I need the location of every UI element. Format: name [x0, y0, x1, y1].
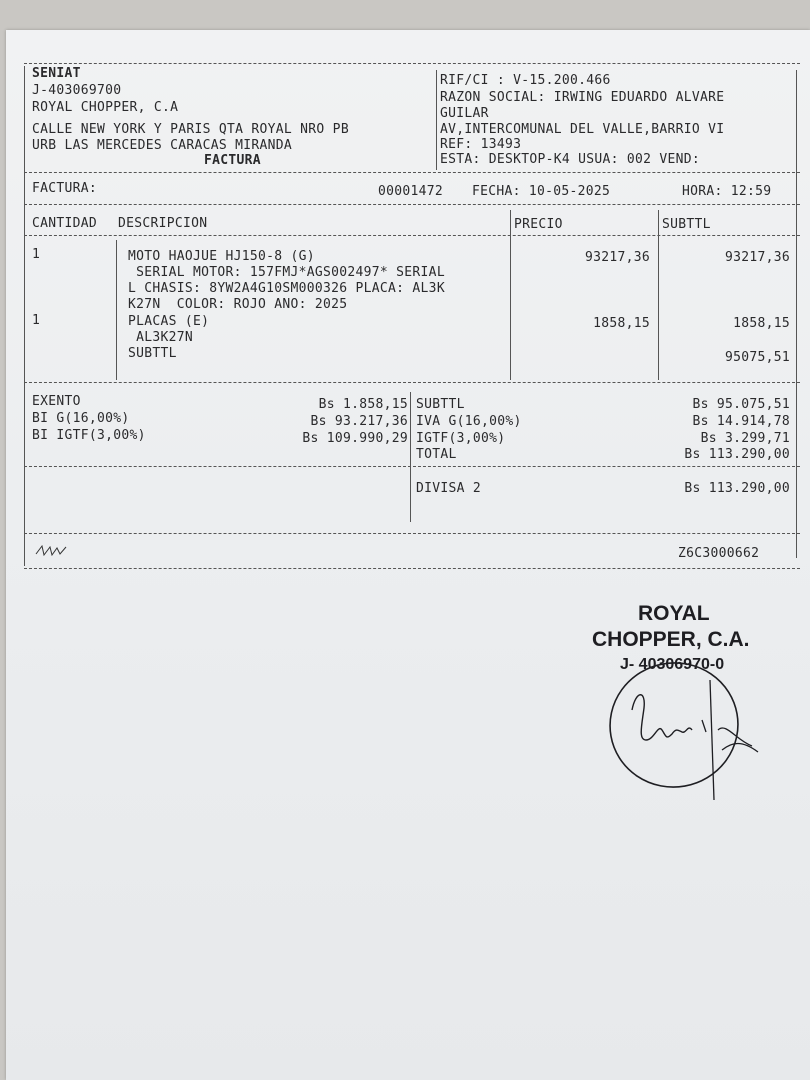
issuer-address-1: CALLE NEW YORK Y PARIS QTA ROYAL NRO PB — [32, 122, 349, 137]
col-cantidad: CANTIDAD — [32, 216, 98, 231]
item-1-precio: 93217,36 — [584, 250, 650, 265]
item-2-desc-line-1: PLACAS (E) — [128, 314, 210, 329]
invoice-time: HORA: 12:59 — [682, 184, 772, 199]
items-subttl-label: SUBTTL — [128, 346, 177, 361]
base-bi-igtf-label: BI IGTF(3,00%) — [32, 428, 146, 443]
total-subttl-value: Bs 95.075,51 — [692, 397, 790, 412]
item-2-precio: 1858,15 — [593, 316, 650, 331]
item-2-desc-line-2: AL3K27N — [128, 330, 194, 345]
divisa-value: Bs 113.290,00 — [684, 481, 790, 496]
total-subttl-label: SUBTTL — [416, 397, 465, 412]
col-precio: PRECIO — [514, 217, 563, 232]
issuer-rif: J-403069700 — [32, 83, 122, 98]
item-1-desc-line-2: SERIAL MOTOR: 157FMJ*AGS002497* SERIAL — [128, 265, 445, 280]
signature — [602, 660, 772, 800]
rule-columns-bottom — [24, 235, 800, 236]
customer-ref: REF: 13493 — [440, 137, 522, 152]
stamp-line-3: J- 40306970-0 — [620, 656, 725, 673]
item-1-desc-line-1: MOTO HAOJUE HJ150-8 (G) — [128, 249, 315, 264]
issuer-name: ROYAL CHOPPER, C.A — [32, 100, 179, 115]
item-col-sep-3 — [658, 210, 659, 380]
customer-address: AV,INTERCOMUNAL DEL VALLE,BARRIO VI — [440, 122, 725, 137]
station-info: ESTA: DESKTOP-K4 USUA: 002 VEND: — [440, 152, 701, 167]
rule-divisa-bottom — [24, 533, 800, 534]
totals-col-sep — [410, 392, 411, 522]
customer-razon-social-cont: GUILAR — [440, 106, 489, 121]
total-iva-label: IVA G(16,00%) — [416, 414, 522, 429]
rule-header-bottom — [24, 172, 800, 173]
item-col-sep-2 — [510, 210, 511, 380]
base-exento-value: Bs 1.858,15 — [318, 397, 408, 412]
stamp-line-1: ROYAL — [638, 602, 710, 625]
factura-label: FACTURA: — [32, 181, 98, 196]
rule-totals-bottom — [24, 466, 800, 467]
total-value: Bs 113.290,00 — [684, 447, 790, 462]
item-1-qty: 1 — [32, 247, 41, 262]
stamp-line-2: CHOPPER, C.A. — [592, 628, 750, 651]
item-col-sep-1 — [116, 240, 117, 380]
rule-items-bottom — [24, 382, 800, 383]
base-bi-g-label: BI G(16,00%) — [32, 411, 130, 426]
item-1-subttl: 93217,36 — [724, 250, 790, 265]
total-label: TOTAL — [416, 447, 457, 462]
issuer-address-2: URB LAS MERCEDES CARACAS MIRANDA — [32, 138, 293, 153]
customer-razon-social: RAZON SOCIAL: IRWING EDUARDO ALVARE — [440, 90, 725, 105]
base-bi-g-value: Bs 93.217,36 — [310, 414, 408, 429]
item-2-qty: 1 — [32, 313, 41, 328]
seniat-label: SENIAT — [32, 66, 81, 81]
col-descripcion: DESCRIPCION — [118, 216, 208, 231]
frame-right — [796, 70, 797, 558]
total-iva-value: Bs 14.914,78 — [692, 414, 790, 429]
initials-scribble — [34, 542, 74, 560]
rule-number-bottom — [24, 204, 800, 205]
base-exento-label: EXENTO — [32, 394, 81, 409]
invoice-paper — [6, 30, 810, 1080]
item-2-subttl: 1858,15 — [733, 316, 790, 331]
items-subttl-value: 95075,51 — [724, 350, 790, 365]
header-col-sep — [436, 70, 437, 170]
invoice-date: FECHA: 10-05-2025 — [472, 184, 611, 199]
rule-footer-bottom — [24, 568, 800, 569]
frame-left — [24, 66, 25, 566]
total-igtf-label: IGTF(3,00%) — [416, 431, 506, 446]
footer-serial: Z6C3000662 — [678, 546, 760, 561]
divisa-label: DIVISA 2 — [416, 481, 482, 496]
invoice-number: 00001472 — [378, 184, 444, 199]
item-1-desc-line-3: L CHASIS: 8YW2A4G10SM000326 PLACA: AL3K — [128, 281, 445, 296]
col-subttl: SUBTTL — [662, 217, 711, 232]
customer-rif-ci: RIF/CI : V-15.200.466 — [440, 73, 611, 88]
doc-type-title: FACTURA — [204, 153, 261, 168]
rule-top — [24, 63, 800, 64]
total-igtf-value: Bs 3.299,71 — [700, 431, 790, 446]
base-bi-igtf-value: Bs 109.990,29 — [302, 431, 408, 446]
item-1-desc-line-4: K27N COLOR: ROJO ANO: 2025 — [128, 297, 348, 312]
